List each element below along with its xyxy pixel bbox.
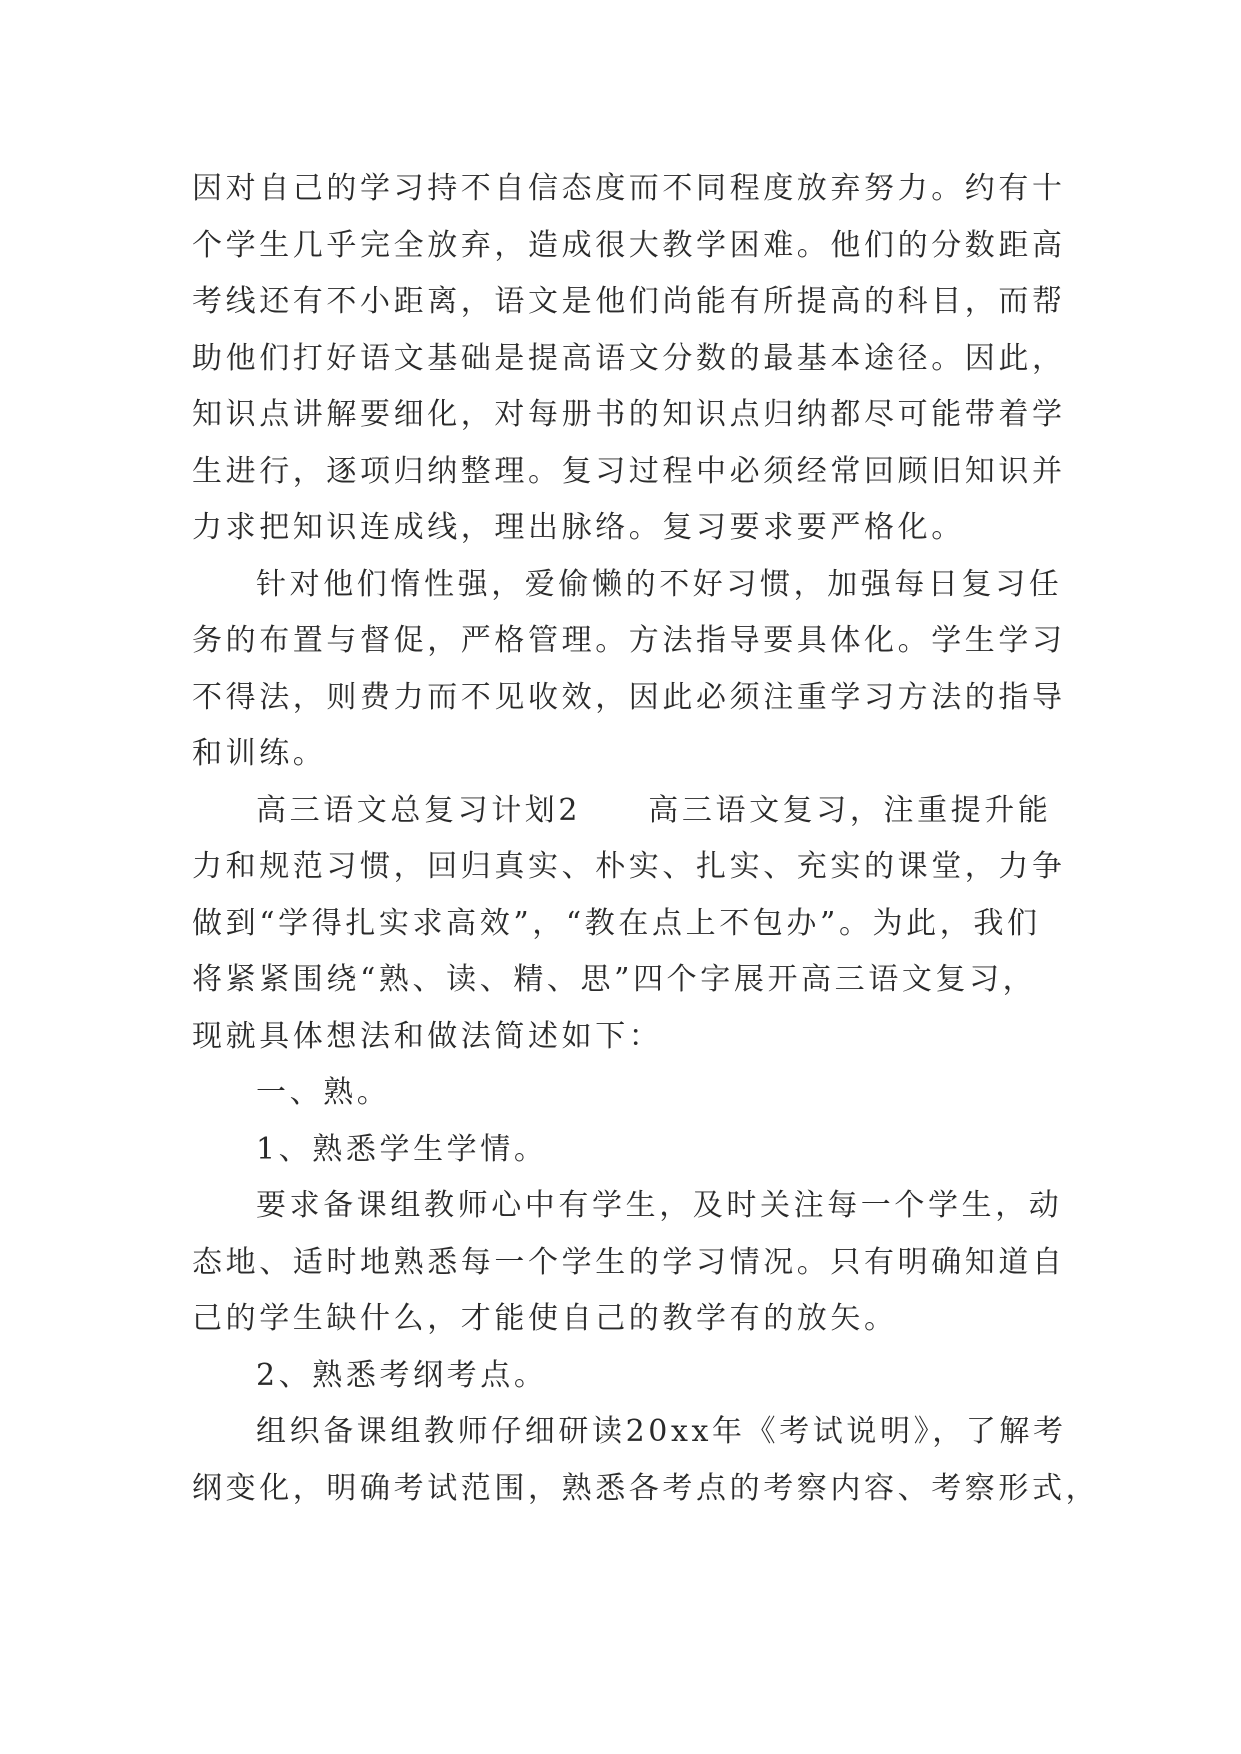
text-line: 做到“学得扎实求高效”，“教在点上不包办”。为此，我们 [192, 905, 1041, 941]
heading-line: 一、熟。 [256, 1075, 391, 1110]
text-line: 现就具体想法和做法简述如下： [192, 1018, 663, 1054]
text-line: 和训练。 [192, 736, 327, 771]
text-line: 务的布置与督促，严格管理。方法指导要具体化。学生学习 [192, 623, 1066, 658]
section-heading-line: 高三语文总复习计划2 高三语文复习，注重提升能 [256, 792, 1052, 828]
document-body [192, 161, 1100, 1517]
paragraph-start-line: 要求备课组教师心中有学生，及时关注每一个学生，动 [256, 1188, 1063, 1223]
text-line: 力求把知识连成线，理出脉络。复习要求要严格化。 [192, 510, 965, 545]
text-line: 态地、适时地熟悉每一个学生的学习情况。只有明确知道自 [192, 1244, 1066, 1280]
text-line: 考线还有不小距离，语文是他们尚能有所提高的科目，而帮 [192, 284, 1066, 319]
text-line: 生进行，逐项归纳整理。复习过程中必须经常回顾旧知识并 [192, 453, 1066, 489]
subheading-line: 1、熟悉学生学情。 [256, 1131, 548, 1167]
text-line: 将紧紧围绕“熟、读、精、思”四个字展开高三语文复习， [192, 962, 1037, 997]
text-line: 纲变化，明确考试范围，熟悉各考点的考察内容、考察形式， [192, 1470, 1100, 1506]
text-line: 个学生几乎完全放弃，造成很大教学困难。他们的分数距高 [192, 227, 1066, 263]
paragraph-start-line: 针对他们惰性强，爱偷懒的不好习惯，加强每日复习任 [256, 566, 1063, 602]
subheading-line: 2、熟悉考纲考点。 [256, 1357, 548, 1393]
text-line: 力和规范习惯，回归真实、朴实、扎实、充实的课堂，力争 [192, 849, 1066, 884]
text-line: 因对自己的学习持不自信态度而不同程度放弃努力。约有十 [192, 171, 1066, 206]
text-line: 己的学生缺什么，才能使自己的教学有的放矢。 [192, 1301, 898, 1336]
text-line: 不得法，则费力而不见收效，因此必须注重学习方法的指导 [192, 679, 1066, 715]
text-line: 知识点讲解要细化，对每册书的知识点归纳都尽可能带着学 [192, 397, 1066, 432]
text-line: 助他们打好语文基础是提高语文分数的最基本途径。因此， [192, 340, 1066, 376]
paragraph-start-line: 组织备课组教师仔细研读20xx年《考试说明》，了解考 [256, 1414, 1067, 1449]
